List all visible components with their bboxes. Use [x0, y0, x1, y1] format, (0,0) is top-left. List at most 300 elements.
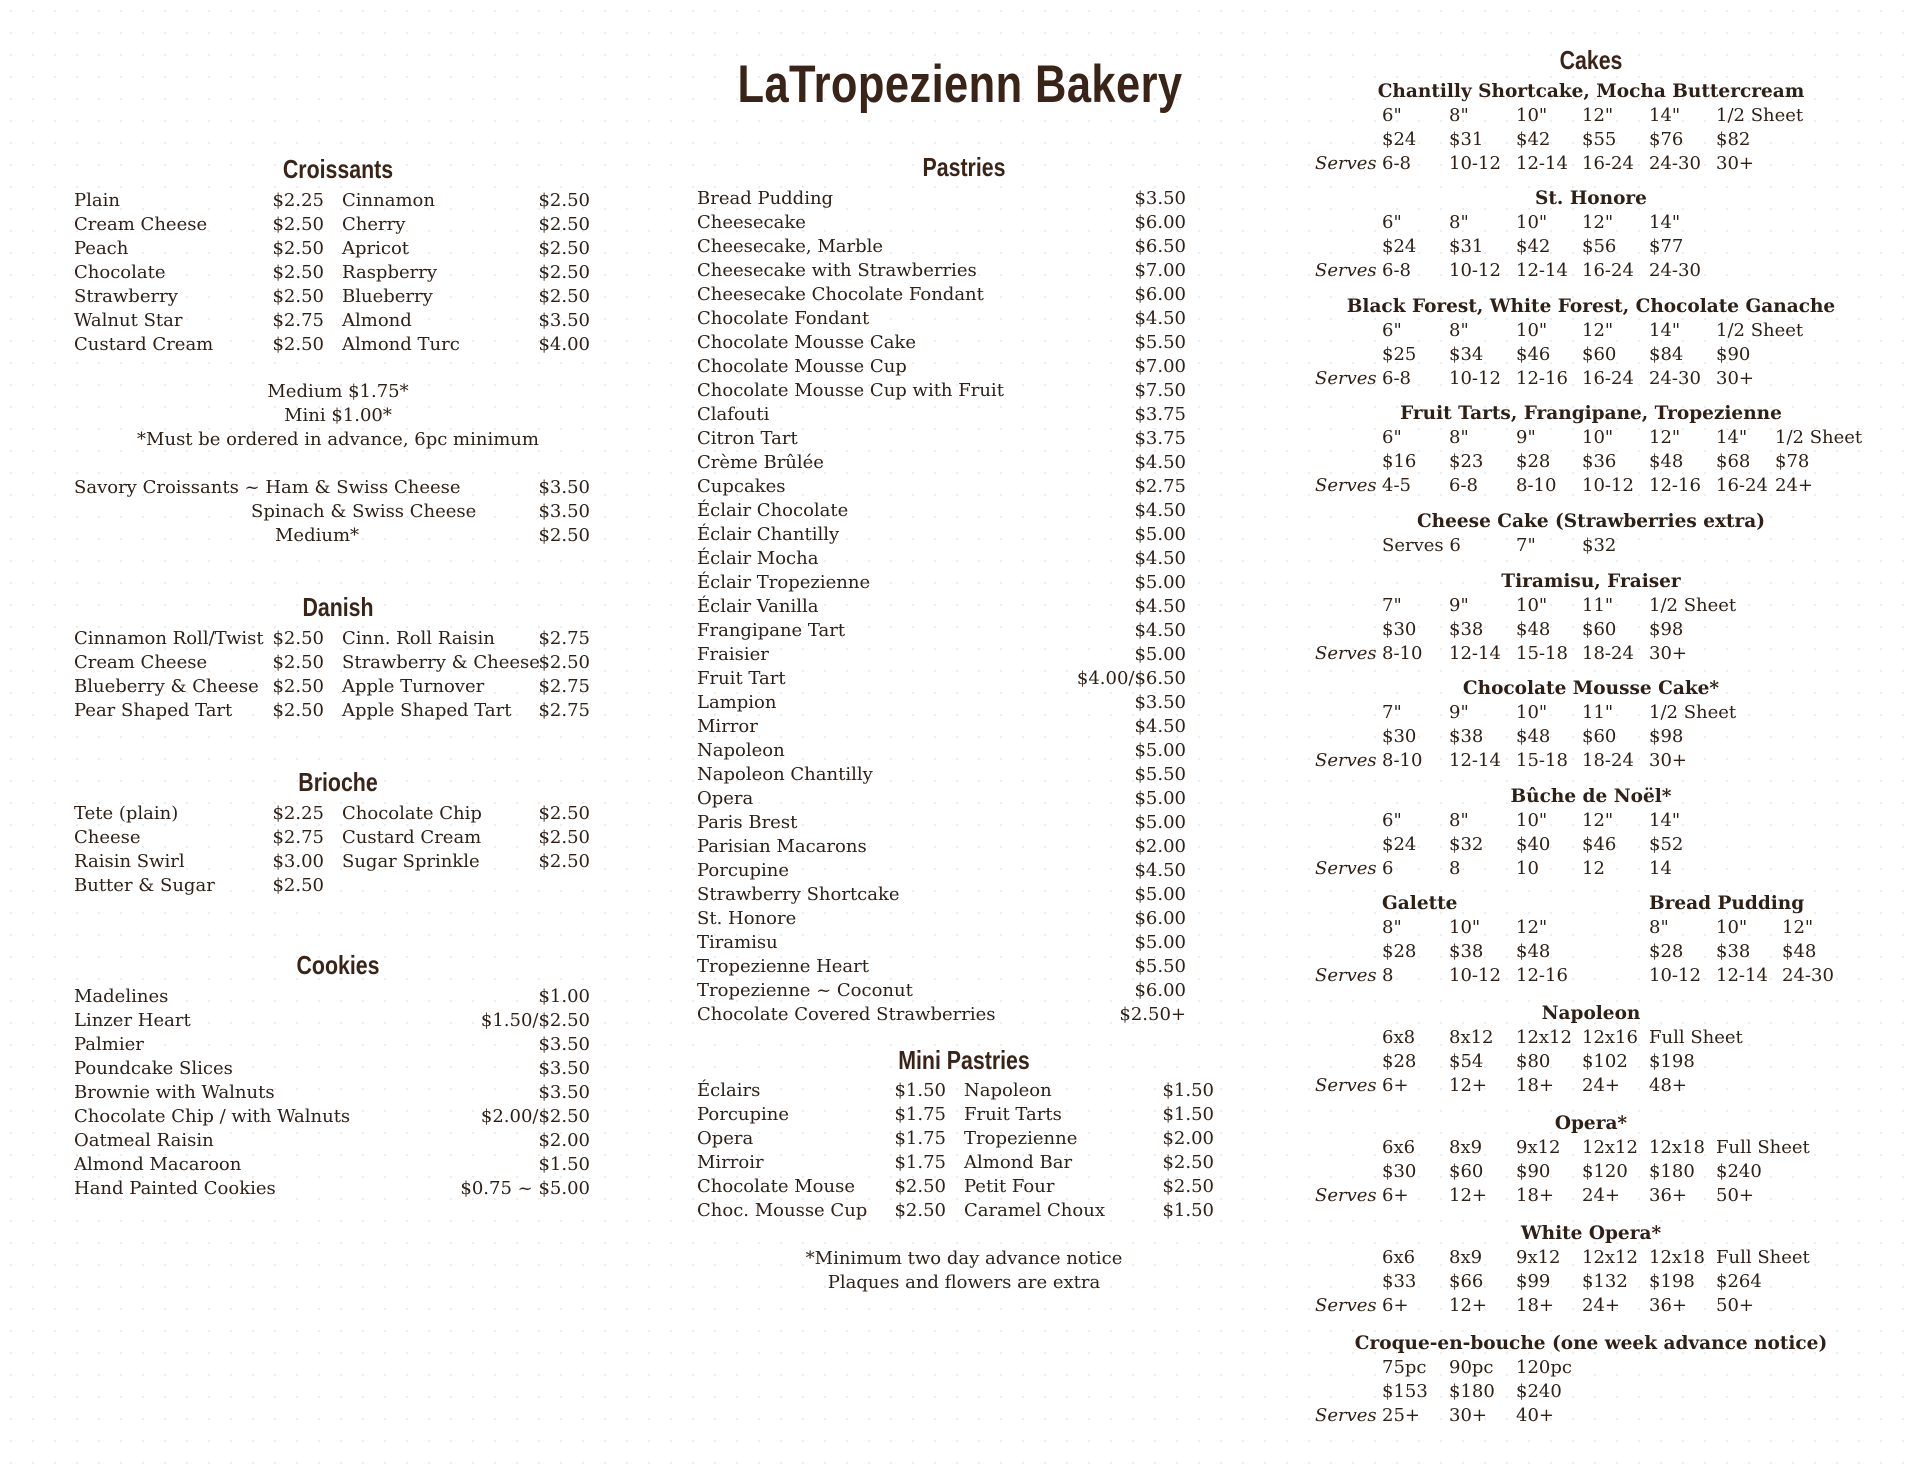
- item-price: $4.50: [1134, 500, 1186, 521]
- item-name: Raisin Swirl: [74, 851, 185, 872]
- item-price: $2.50: [538, 286, 590, 307]
- cake-size-row: [0, 809, 1920, 833]
- item-price: $2.50: [272, 875, 324, 896]
- cake-sizes-cell: 8": [1449, 105, 1469, 126]
- cake-sizes-cell: 6x6: [1382, 1137, 1416, 1158]
- cake-prices-cell: $24: [1382, 834, 1417, 855]
- brioche-heading: Brioche: [298, 767, 378, 797]
- cake-size-row: [0, 1246, 1920, 1270]
- cake-sizes-cell: 9": [1449, 595, 1469, 616]
- cake-size-row: [0, 1136, 1920, 1160]
- cake-serves-cell: 24+: [1582, 1295, 1620, 1316]
- cake-serves-cell: 16-24: [1716, 475, 1768, 496]
- cake-sizes-cell: 8": [1649, 917, 1669, 938]
- cake-sizes-cell: 6x8: [1382, 1027, 1416, 1048]
- pastries-heading: Pastries: [922, 152, 1006, 182]
- item-name: Poundcake Slices: [74, 1058, 233, 1079]
- cake-prices-cell: $90: [1716, 344, 1751, 365]
- item-price: $5.00: [1134, 644, 1186, 665]
- cake-serves-row: [0, 152, 1920, 176]
- cake-serves-cell: 15-18: [1516, 750, 1568, 771]
- cake-prices-cell: $28: [1382, 1051, 1417, 1072]
- item-price: $2.50: [538, 262, 590, 283]
- cake-title: St. Honore: [1535, 188, 1647, 209]
- cake-prices-cell: $78: [1775, 451, 1810, 472]
- item-name: Cheesecake Chocolate Fondant: [697, 284, 984, 305]
- cake-price-row: [0, 1270, 1920, 1294]
- cake-serves-cell: 18-24: [1582, 750, 1634, 771]
- croissant-note: Mini $1.00*: [284, 405, 392, 426]
- item-price: $2.50: [538, 214, 590, 235]
- item-price: $4.50: [1134, 308, 1186, 329]
- cake-sizes-cell: 6": [1382, 212, 1402, 233]
- cake-serves-cell: 8-10: [1382, 643, 1423, 664]
- item-price: $3.50: [1134, 188, 1186, 209]
- item-price: $1.50: [1162, 1104, 1214, 1125]
- pastry-row: [600, 403, 1260, 427]
- cake-sizes-cell: 10": [1516, 105, 1548, 126]
- item-name: Crème Brûlée: [697, 452, 824, 473]
- cake-serves-cell: 40+: [1516, 1405, 1554, 1426]
- item-name: Blueberry: [342, 286, 433, 307]
- serves-label: Serves: [1315, 153, 1377, 174]
- cake-prices-cell: $33: [1382, 1271, 1417, 1292]
- cake-sizes-cell: 12": [1649, 427, 1681, 448]
- item-price: $3.00: [272, 851, 324, 872]
- cake-sizes-cell: 6": [1382, 320, 1402, 341]
- item-name: Éclair Vanilla: [697, 596, 819, 617]
- cake-serves-row: [0, 367, 1920, 391]
- cake-serves-cell: 50+: [1716, 1185, 1754, 1206]
- item-price: $2.50: [272, 214, 324, 235]
- item-name: Paris Brest: [697, 812, 798, 833]
- cake-sizes-cell: 8x12: [1449, 1027, 1494, 1048]
- serves-label: Serves: [1315, 260, 1377, 281]
- cake-serves-cell: 6-8: [1382, 368, 1411, 389]
- cake-title: Chantilly Shortcake, Mocha Buttercream: [1377, 81, 1805, 102]
- item-name: Opera: [697, 788, 754, 809]
- cake-sizes-cell: 7": [1382, 702, 1402, 723]
- cake-prices-cell: $264: [1716, 1271, 1762, 1292]
- cake-price-row: [0, 1050, 1920, 1074]
- cake-price-row: [0, 725, 1920, 749]
- item-name: Cream Cheese: [74, 652, 208, 673]
- cake-sizes-cell: 120pc: [1516, 1357, 1572, 1378]
- item-price: $2.50: [538, 827, 590, 848]
- cake-title: Fruit Tarts, Frangipane, Tropezienne: [1400, 403, 1782, 424]
- item-price: $0.75 ~ $5.00: [460, 1178, 590, 1199]
- item-price: $2.50: [538, 652, 590, 673]
- cake-serves-row: [0, 474, 1920, 498]
- cake-sizes-cell: 8": [1449, 320, 1469, 341]
- cake-prices-cell: $31: [1449, 129, 1484, 150]
- cake-serves-cell: 8-10: [1516, 475, 1557, 496]
- item-name: Éclairs: [697, 1080, 761, 1101]
- item-name: Cinn. Roll Raisin: [342, 628, 495, 649]
- item-price: $2.00/$2.50: [480, 1106, 590, 1127]
- cake-prices-cell: $30: [1382, 619, 1417, 640]
- cake-prices-cell: $55: [1582, 129, 1617, 150]
- item-price: $1.50: [1162, 1080, 1214, 1101]
- item-price: $5.00: [1134, 884, 1186, 905]
- item-price: $4.50: [1134, 548, 1186, 569]
- item-name: Chocolate Chip: [342, 803, 482, 824]
- item-price: $7.00: [1134, 260, 1186, 281]
- cake-size-row: [0, 211, 1920, 235]
- cake-sizes-cell: 10": [1582, 427, 1614, 448]
- cake-sizes-cell: 14": [1716, 427, 1748, 448]
- item-price: $2.50: [538, 803, 590, 824]
- cake-sizes-cell: 10": [1516, 702, 1548, 723]
- cake-sizes-cell: 8": [1449, 212, 1469, 233]
- cake-prices-cell: $198: [1649, 1051, 1695, 1072]
- cake-sizes-cell: 12": [1582, 212, 1614, 233]
- item-price: $6.50: [1134, 236, 1186, 257]
- cake-serves-cell: 18+: [1516, 1295, 1554, 1316]
- item-name: Strawberry & Cheese: [342, 652, 540, 673]
- pastry-row: [600, 787, 1260, 811]
- cake-sizes-cell: Full Sheet: [1716, 1137, 1810, 1158]
- danish-row: [0, 675, 600, 699]
- cake-title: Galette: [1382, 893, 1458, 914]
- cake-sizes-cell: Full Sheet: [1716, 1247, 1810, 1268]
- cake-sizes-cell: 12": [1582, 810, 1614, 831]
- cake-serves-cell: 8: [1382, 965, 1394, 986]
- item-price: $6.00: [1134, 284, 1186, 305]
- croissant-note: *Must be ordered in advance, 6pc minimum: [137, 429, 539, 450]
- cake-sizes-cell: 10": [1716, 917, 1748, 938]
- cake-serves-cell: 14: [1649, 858, 1672, 879]
- serves-label: Serves: [1315, 1295, 1377, 1316]
- cake-serves-cell: 12: [1582, 858, 1605, 879]
- item-name: Chocolate Mousse Cup with Fruit: [697, 380, 1004, 401]
- item-price: $1.00: [538, 986, 590, 1007]
- cake-sizes-cell: 1/2 Sheet: [1649, 595, 1737, 616]
- cake-serves-cell: 36+: [1649, 1185, 1687, 1206]
- cake-serves-cell: 10-12: [1449, 260, 1501, 281]
- cake-serves-cell: 12-16: [1516, 965, 1568, 986]
- serves-label: Serves: [1315, 475, 1377, 496]
- cake-prices-cell: $24: [1382, 129, 1417, 150]
- cake-prices-cell: $30: [1382, 726, 1417, 747]
- item-name: Tropezienne ~ Coconut: [697, 980, 913, 1001]
- cake-price-row: [0, 833, 1920, 857]
- cake-serves-row: [0, 642, 1920, 666]
- serves-label: Serves: [1315, 1075, 1377, 1096]
- cake-sizes-cell: 8x9: [1449, 1247, 1483, 1268]
- cake-serves-cell: 30+: [1649, 643, 1687, 664]
- cake-size-row: [0, 1356, 1920, 1380]
- item-name: Chocolate: [74, 262, 166, 283]
- item-price: $2.75: [538, 700, 590, 721]
- item-price: $5.50: [1134, 956, 1186, 977]
- cake-title: Bûche de Noël*: [1510, 786, 1672, 807]
- cake-prices-cell: $132: [1582, 1271, 1628, 1292]
- cake-sizes-cell: 90pc: [1449, 1357, 1494, 1378]
- item-name: Pear Shaped Tart: [74, 700, 233, 721]
- item-price: $2.50: [538, 525, 590, 546]
- cake-serves-cell: 8-10: [1382, 750, 1423, 771]
- item-name: Bread Pudding: [697, 188, 834, 209]
- cake-prices-cell: $40: [1516, 834, 1551, 855]
- item-name: Spinach & Swiss Cheese: [251, 501, 477, 522]
- item-name: Chocolate Mousse Cup: [697, 356, 907, 377]
- item-price: $2.00: [538, 1130, 590, 1151]
- item-price: $2.50: [1162, 1176, 1214, 1197]
- mini-pastry-row: [0, 1103, 1300, 1127]
- cake-prices-cell: $198: [1649, 1271, 1695, 1292]
- cake-sizes-cell: 12x12: [1582, 1247, 1638, 1268]
- cake-serves-cell: 6+: [1382, 1185, 1409, 1206]
- cake-serves-cell: 30+: [1649, 750, 1687, 771]
- item-price: $4.50: [1134, 596, 1186, 617]
- item-price: $5.50: [1134, 764, 1186, 785]
- cake-prices-cell: $31: [1449, 236, 1484, 257]
- cake-sizes-cell: 12": [1582, 105, 1614, 126]
- cake-prices-cell: $48: [1782, 941, 1817, 962]
- cake-prices-cell: $98: [1649, 726, 1684, 747]
- item-price: $1.50: [1162, 1200, 1214, 1221]
- cake-serves-cell: 10-12: [1449, 153, 1501, 174]
- item-price: $2.25: [272, 803, 324, 824]
- cake-serves-cell: 12+: [1449, 1075, 1487, 1096]
- cake-prices-cell: $60: [1449, 1161, 1484, 1182]
- cake-prices-cell: $36: [1582, 451, 1617, 472]
- cake-serves-cell: 18+: [1516, 1185, 1554, 1206]
- item-name: Cherry: [342, 214, 406, 235]
- cake-sizes-cell: 1/2 Sheet: [1649, 702, 1737, 723]
- item-price: $2.25: [272, 190, 324, 211]
- cake-prices-cell: $180: [1449, 1381, 1495, 1402]
- cake-serves-row: [0, 857, 1920, 881]
- cake-serves-cell: 6-8: [1382, 153, 1411, 174]
- serves-label: Serves: [1315, 965, 1377, 986]
- item-name: Opera: [697, 1128, 754, 1149]
- cake-serves-cell: 30+: [1716, 368, 1754, 389]
- item-price: $6.00: [1134, 908, 1186, 929]
- pastry-row: [600, 571, 1260, 595]
- cake-serves-cell: 6+: [1382, 1075, 1409, 1096]
- cake-serves-cell: 50+: [1716, 1295, 1754, 1316]
- item-name: Custard Cream: [74, 334, 214, 355]
- cake-prices-cell: $28: [1516, 451, 1551, 472]
- cake-serves-cell: 16-24: [1582, 153, 1634, 174]
- cake-title: Napoleon: [1541, 1003, 1641, 1024]
- cake-title: Cheese Cake (Strawberries extra): [1416, 511, 1766, 532]
- cake-prices-cell: $16: [1382, 451, 1417, 472]
- item-price: $2.50: [272, 334, 324, 355]
- cake-prices-cell: $60: [1582, 726, 1617, 747]
- item-name: Medium*: [275, 525, 360, 546]
- cake-sizes-cell: 8x9: [1449, 1137, 1483, 1158]
- cake-prices-cell: $52: [1649, 834, 1684, 855]
- cake-title: Black Forest, White Forest, Chocolate Ganache: [1346, 296, 1836, 317]
- cake-serves-cell: 12-14: [1716, 965, 1768, 986]
- item-name: Almond Bar: [964, 1152, 1073, 1173]
- cake-serves-cell: 6+: [1382, 1295, 1409, 1316]
- item-price: $2.50: [894, 1200, 946, 1221]
- item-price: $3.50: [538, 310, 590, 331]
- item-name: Éclair Tropezienne: [697, 572, 871, 593]
- item-name: Fraisier: [697, 644, 769, 665]
- item-name: Tiramisu: [697, 932, 778, 953]
- item-name: Porcupine: [697, 860, 790, 881]
- cake-sizes-cell: 9x12: [1516, 1247, 1561, 1268]
- item-price: $2.75: [538, 628, 590, 649]
- cake-serves-cell: 12-16: [1516, 368, 1568, 389]
- cake-sizes-cell: 12x18: [1649, 1247, 1705, 1268]
- item-name: Butter & Sugar: [74, 875, 215, 896]
- cake-sizes-cell: 7": [1382, 595, 1402, 616]
- item-price: $2.75: [538, 676, 590, 697]
- item-price: $1.75: [894, 1104, 946, 1125]
- item-name: Tete (plain): [74, 803, 179, 824]
- cake-sizes-cell: 14": [1649, 810, 1681, 831]
- item-price: $2.75: [272, 827, 324, 848]
- cake-sizes-cell: 10": [1449, 917, 1481, 938]
- item-name: Éclair Chantilly: [697, 524, 840, 545]
- cake-prices-cell: $23: [1449, 451, 1484, 472]
- cake-prices-cell: $28: [1649, 941, 1684, 962]
- cake-title: Chocolate Mousse Cake*: [1462, 678, 1720, 699]
- croissant-note: Medium $1.75*: [267, 381, 409, 402]
- item-name: Brownie with Walnuts: [74, 1082, 275, 1103]
- cake-serves-cell: 15-18: [1516, 643, 1568, 664]
- cake-serves-cell: 48+: [1649, 1075, 1687, 1096]
- cake-size-row: [0, 104, 1920, 128]
- item-name: Fruit Tart: [697, 668, 786, 689]
- cake-serves-cell: 24-30: [1649, 368, 1701, 389]
- cake-serves-cell: 16-24: [1582, 260, 1634, 281]
- item-price: $2.50: [272, 238, 324, 259]
- cake-price-row: [0, 450, 1920, 474]
- cake-sizes-cell: 12": [1582, 320, 1614, 341]
- cake-prices-cell: $66: [1449, 1271, 1484, 1292]
- cake-sizes-cell: Full Sheet: [1649, 1027, 1743, 1048]
- item-price: $5.50: [1134, 332, 1186, 353]
- item-name: Savory Croissants ~ Ham & Swiss Cheese: [74, 477, 461, 498]
- item-price: $2.50: [272, 628, 324, 649]
- pastry-row: [600, 667, 1260, 691]
- cake-prices-cell: $32: [1449, 834, 1484, 855]
- item-name: Caramel Choux: [964, 1200, 1105, 1221]
- item-price: $2.50: [1162, 1152, 1214, 1173]
- item-name: Cheesecake with Strawberries: [697, 260, 977, 281]
- cake-prices-cell: $48: [1516, 726, 1551, 747]
- cake-serves-cell: 18-24: [1582, 643, 1634, 664]
- cake-line-row: [0, 534, 1920, 558]
- item-name: Cheese: [74, 827, 141, 848]
- item-name: Lampion: [697, 692, 777, 713]
- cake-price-row: [0, 1160, 1920, 1184]
- cake-prices-cell: $77: [1649, 236, 1684, 257]
- cookie-row: [0, 985, 600, 1009]
- item-name: Porcupine: [697, 1104, 790, 1125]
- item-name: Frangipane Tart: [697, 620, 846, 641]
- item-price: $6.00: [1134, 212, 1186, 233]
- item-name: Petit Four: [964, 1176, 1055, 1197]
- item-name: Chocolate Covered Strawberries: [697, 1004, 996, 1025]
- cake-serves-cell: 12-14: [1516, 260, 1568, 281]
- cake-price-row: [0, 343, 1920, 367]
- cake-prices-cell: $56: [1582, 236, 1617, 257]
- cake-price-row: [0, 235, 1920, 259]
- mini-note: Plaques and flowers are extra: [827, 1272, 1101, 1293]
- cake-sizes-cell: 12x12: [1582, 1137, 1638, 1158]
- cake-serves-cell: 6-8: [1449, 475, 1478, 496]
- cookies-heading: Cookies: [296, 950, 380, 980]
- item-name: Walnut Star: [74, 310, 183, 331]
- item-name: Blueberry & Cheese: [74, 676, 259, 697]
- cake-serves-cell: 24+: [1582, 1185, 1620, 1206]
- item-price: $3.50: [538, 501, 590, 522]
- cake-sizes-cell: 12": [1516, 917, 1548, 938]
- pastry-row: [600, 499, 1260, 523]
- cake-sizes-cell: 6": [1382, 105, 1402, 126]
- cake-prices-cell: $76: [1649, 129, 1684, 150]
- item-name: Napoleon: [964, 1080, 1052, 1101]
- cake-serves-cell: 36+: [1649, 1295, 1687, 1316]
- cake-serves-cell: 16-24: [1582, 368, 1634, 389]
- cake-sizes-cell: 12": [1782, 917, 1814, 938]
- cake-serves-cell: 12+: [1449, 1185, 1487, 1206]
- cake-sizes-cell: 14": [1649, 105, 1681, 126]
- serves-label: Serves: [1315, 1185, 1377, 1206]
- cake-serves-cell: 24+: [1775, 475, 1813, 496]
- cake-prices-cell: $90: [1516, 1161, 1551, 1182]
- serves-label: Serves: [1315, 643, 1377, 664]
- pastry-row: [600, 187, 1260, 211]
- item-name: Peach: [74, 238, 129, 259]
- cake-sizes-cell: 1/2 Sheet: [1775, 427, 1863, 448]
- cake-prices-cell: $84: [1649, 344, 1684, 365]
- pastry-row: [600, 883, 1260, 907]
- item-name: Almond Macaroon: [74, 1154, 242, 1175]
- item-name: Linzer Heart: [74, 1010, 191, 1031]
- cake-prices-cell: $102: [1582, 1051, 1628, 1072]
- cake-title: Bread Pudding: [1649, 893, 1805, 914]
- cake-prices-cell: $48: [1516, 619, 1551, 640]
- item-price: $5.00: [1134, 812, 1186, 833]
- cake-sizes-cell: 10": [1516, 810, 1548, 831]
- cake-serves-cell: 4-5: [1382, 475, 1411, 496]
- cake-serves-cell: 12+: [1449, 1295, 1487, 1316]
- item-name: Cupcakes: [697, 476, 786, 497]
- serves-label: Serves: [1315, 1405, 1377, 1426]
- mini-pastries-heading: Mini Pastries: [898, 1045, 1030, 1075]
- item-price: $2.50: [538, 851, 590, 872]
- cake-serves-cell: 8: [1449, 858, 1461, 879]
- item-price: $3.75: [1134, 404, 1186, 425]
- cake-prices-cell: $60: [1582, 619, 1617, 640]
- item-price: $4.50: [1134, 716, 1186, 737]
- item-price: $1.75: [894, 1152, 946, 1173]
- cake-prices-cell: $120: [1582, 1161, 1628, 1182]
- cake-prices-cell: $34: [1449, 344, 1484, 365]
- cake-sizes-cell: 9": [1449, 702, 1469, 723]
- cake-size-row: [0, 594, 1920, 618]
- cake-sizes-cell: 1/2 Sheet: [1716, 320, 1804, 341]
- item-name: Chocolate Chip / with Walnuts: [74, 1106, 351, 1127]
- item-price: $7.50: [1134, 380, 1186, 401]
- item-name: Oatmeal Raisin: [74, 1130, 214, 1151]
- item-price: $4.00: [538, 334, 590, 355]
- cake-serves-cell: 24-30: [1649, 153, 1701, 174]
- cake-serves-cell: 6-8: [1382, 260, 1411, 281]
- cake-serves-cell: 24-30: [1649, 260, 1701, 281]
- item-name: Mirroir: [697, 1152, 764, 1173]
- cake-prices-cell: $153: [1382, 1381, 1428, 1402]
